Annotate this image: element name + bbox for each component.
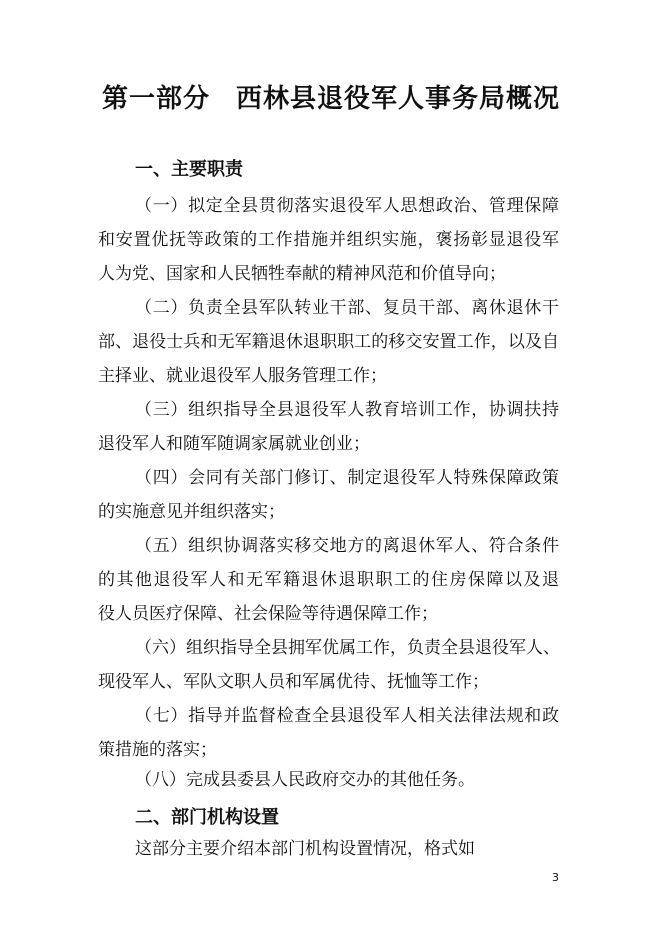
duty-item-2-line-2: 部、退役士兵和无军籍退休退职职工的移交安置工作，以及自 — [98, 332, 559, 352]
duty-item-6-line-1: （六）组织指导全县拥军优属工作，负责全县退役军人、 — [135, 638, 560, 658]
duty-item-2-line-3: 主择业、就业退役军人服务管理工作； — [98, 366, 387, 386]
duty-item-6-line-2: 现役军人、军队文职人员和军属优待、抚恤等工作； — [98, 672, 489, 692]
duty-item-7-line-1: （七）指导并监督检查全县退役军人相关法律法规和政 — [135, 706, 559, 726]
duty-item-5-line-2: 的其他退役军人和无军籍退休退职职工的住房保障以及退 — [98, 570, 559, 590]
title-part: 第一部分 — [101, 84, 210, 114]
duty-item-5-line-1: （五）组织协调落实移交地方的离退休军人、符合条件 — [135, 536, 559, 556]
title-name: 西林县退役军人事务局概况 — [236, 84, 561, 114]
duty-item-1-line-3: 人为党、国家和人民牺牲奉献的精神风范和价值导向； — [98, 264, 506, 284]
duty-item-4-line-2: 的实施意见并组织落实； — [98, 502, 285, 522]
duty-item-1-line-1: （一）拟定全县贯彻落实退役军人思想政治、管理保障 — [135, 196, 559, 216]
duty-item-3-line-1: （三）组织指导全县退役军人教育培训工作，协调扶持 — [135, 400, 559, 420]
organization-intro: 这部分主要介绍本部门机构设置情况，格式如 — [135, 839, 475, 859]
page-number: 3 — [552, 871, 559, 884]
duty-item-2-line-1: （二）负责全县军队转业干部、复员干部、离休退休干 — [135, 298, 559, 318]
duty-item-4-line-1: （四）会同有关部门修订、制定退役军人特殊保障政策 — [135, 468, 559, 488]
page-title — [0, 78, 662, 115]
duty-item-8-line-1: （八）完成县委县人民政府交办的其他任务。 — [135, 770, 475, 790]
section-heading-main-duties: 一、主要职责 — [135, 159, 243, 180]
section-heading-organization: 二、部门机构设置 — [135, 807, 279, 828]
duty-item-3-line-2: 退役军人和随军随调家属就业创业； — [98, 434, 370, 454]
duty-item-5-line-3: 役人员医疗保障、社会保险等待遇保障工作； — [98, 604, 438, 624]
duty-item-1-line-2: 和安置优抚等政策的工作措施并组织实施，褒扬彰显退役军 — [98, 230, 559, 250]
duty-item-7-line-2: 策措施的落实； — [98, 740, 217, 760]
